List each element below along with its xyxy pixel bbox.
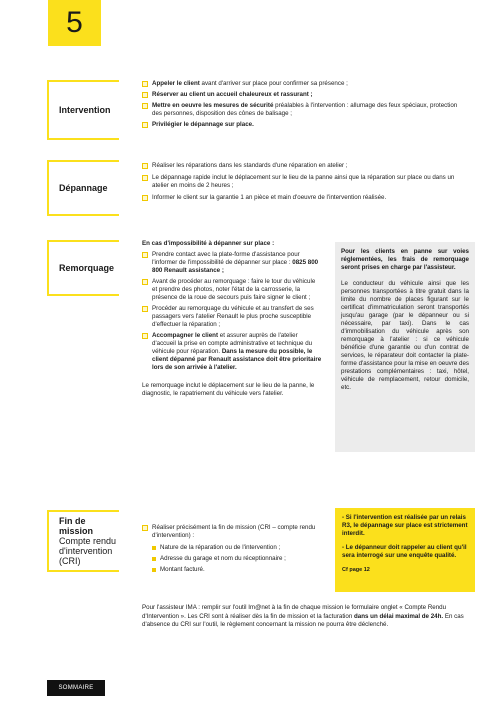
section-title: Remorquage [59, 263, 115, 273]
info-box-bold: Pour les clients en panne sur voies réglementées, les frais de remorquage seront prises en charge par l'assisteur. [341, 248, 469, 271]
checkbox-icon [142, 279, 148, 285]
depannage-list [142, 162, 462, 202]
checkbox-icon [142, 163, 148, 169]
list-item: Procéder au remorquage du véhicule et au transfert de ses passagers vers l'atelier Renault le plus proche susceptible d'effectuer la réparation ; [142, 305, 322, 329]
section-title: Dépannage [59, 183, 108, 193]
list-item: Le dépannage rapide inclut le déplacement sur le lieu de la panne ainsi que la réparation sur place ou dans un atelier en moins de 2 heures ; [142, 174, 462, 190]
info-box-grey [335, 242, 475, 452]
list-item: Réserver au client un accueil chaleureux et rassurant ; [142, 91, 462, 99]
footer-note: Pour l'assisteur IMA : remplir sur l'outil Im@net à la fin de chaque mission le formulaire onglet « Compte Rendu d'Intervention ». Les CRI sont à réaliser dès la fin de mission et la facturation dans un délai maximal de 24h. En cas d'absence du CRI sur l'outil, le règlement concernant la mission ne pourra être déclenché. [142, 604, 464, 628]
remorquage-intro: En cas d'impossibilité à dépanner sur place : [142, 240, 275, 247]
warning-box-yellow [335, 508, 475, 592]
remorquage-footer: Le remorquage inclut le déplacement sur le lieu de la panne, le diagnostic, le rapatriement du véhicule vers l'atelier. [142, 382, 315, 397]
checkbox-icon [142, 333, 148, 339]
page-reference: Cf page 12 [342, 567, 370, 573]
checkbox-icon [142, 92, 148, 98]
list-item: Prendre contact avec la plate-forme d'assistance pour l'informer de l'impossibilité de dépanner sur place : 0825 800 800 Renault assistance ; [142, 251, 322, 275]
checkbox-icon [142, 81, 148, 87]
checkbox-icon [142, 252, 148, 258]
checkbox-icon [142, 195, 148, 201]
fin-mission-subitems [142, 544, 322, 574]
checkbox-icon [142, 103, 148, 109]
bullet-square-icon [152, 557, 156, 561]
section-title: Intervention [59, 105, 111, 115]
sommaire-button[interactable]: SOMMAIRE [47, 680, 105, 696]
list-item: Mettre en oeuvre les mesures de sécurité préalables à l'intervention : allumage des feux spéciaux, protection des personnes, disposition des cônes de balisage ; [142, 102, 462, 118]
sub-item: Montant facturé. [152, 566, 322, 574]
bullet-square-icon [152, 546, 156, 550]
section-title: Fin de mission Compte rendu d'intervention (CRI) [59, 516, 117, 566]
list-item: Informer le client sur la garantie 1 an pièce et main d'oeuvre de l'intervention réalisée. [142, 194, 462, 202]
checkbox-icon [142, 122, 148, 128]
list-item: Réaliser précisément la fin de mission (CRI – compte rendu d'intervention) : [142, 524, 322, 540]
page-number: 5 [48, 0, 101, 46]
info-box-text: Le conducteur du véhicule ainsi que les personnes transportées à titre gratuit dans la limite du nombre de places figurant sur le certificat d'immatriculation seront transportés jusqu'au garage (par le dépanneur ou si nécessaire, par taxi). Dans le cas d'immobilisation du véhicule après son remorquage à l'atelier : si ce véhicule bénéficie d'une garantie ou d'un contrat de services, le réparateur doit contacter la plate-forme d'assistance pour la mise en oeuvre des prestations complémentaires : taxi, hôtel, véhicule de remplacement, retour domicile, etc. [341, 280, 469, 391]
list-item: Réaliser les réparations dans les standards d'une réparation en atelier ; [142, 162, 462, 170]
checkbox-icon [142, 525, 148, 531]
checkbox-icon [142, 175, 148, 181]
warning-text-1: - Si l'intervention est réalisée par un relais R3, le dépannage sur place est strictement interdit. [342, 514, 468, 537]
remorquage-list [142, 240, 322, 398]
intervention-list [142, 80, 462, 129]
section-label-intervention [47, 80, 119, 140]
sub-item: Adresse du garage et nom du réceptionnaire ; [152, 555, 322, 563]
warning-text-2: - Le dépanneur doit rappeler au client qu'il sera interrogé sur une enquête qualité. [342, 544, 467, 559]
fin-mission-list [142, 524, 322, 574]
checkbox-icon [142, 306, 148, 312]
list-item: Accompagner le client et assurer auprès de l'atelier d'accueil la prise en compte administrative et technique du véhicule pour réparation. Dans la mesure du possible, le client dépanné par Renault assistance doit être prioritaire lors de son arrivée à l'atelier. [142, 332, 322, 372]
list-item: Avant de procéder au remorquage : faire le tour du véhicule et prendre des photos, noter l'état de la carrosserie, la présence de la roue de secours puis faire signer le client ; [142, 278, 322, 302]
list-item: Appeler le client avant d'arriver sur place pour confirmer sa présence ; [142, 80, 462, 88]
list-item: Privilégier le dépannage sur place. [142, 121, 462, 129]
section-label-remorquage [47, 240, 119, 296]
sub-item: Nature de la réparation ou de l'intervention ; [152, 544, 322, 552]
section-label-depannage [47, 160, 119, 216]
section-label-fin-mission [47, 510, 119, 572]
bullet-square-icon [152, 568, 156, 572]
